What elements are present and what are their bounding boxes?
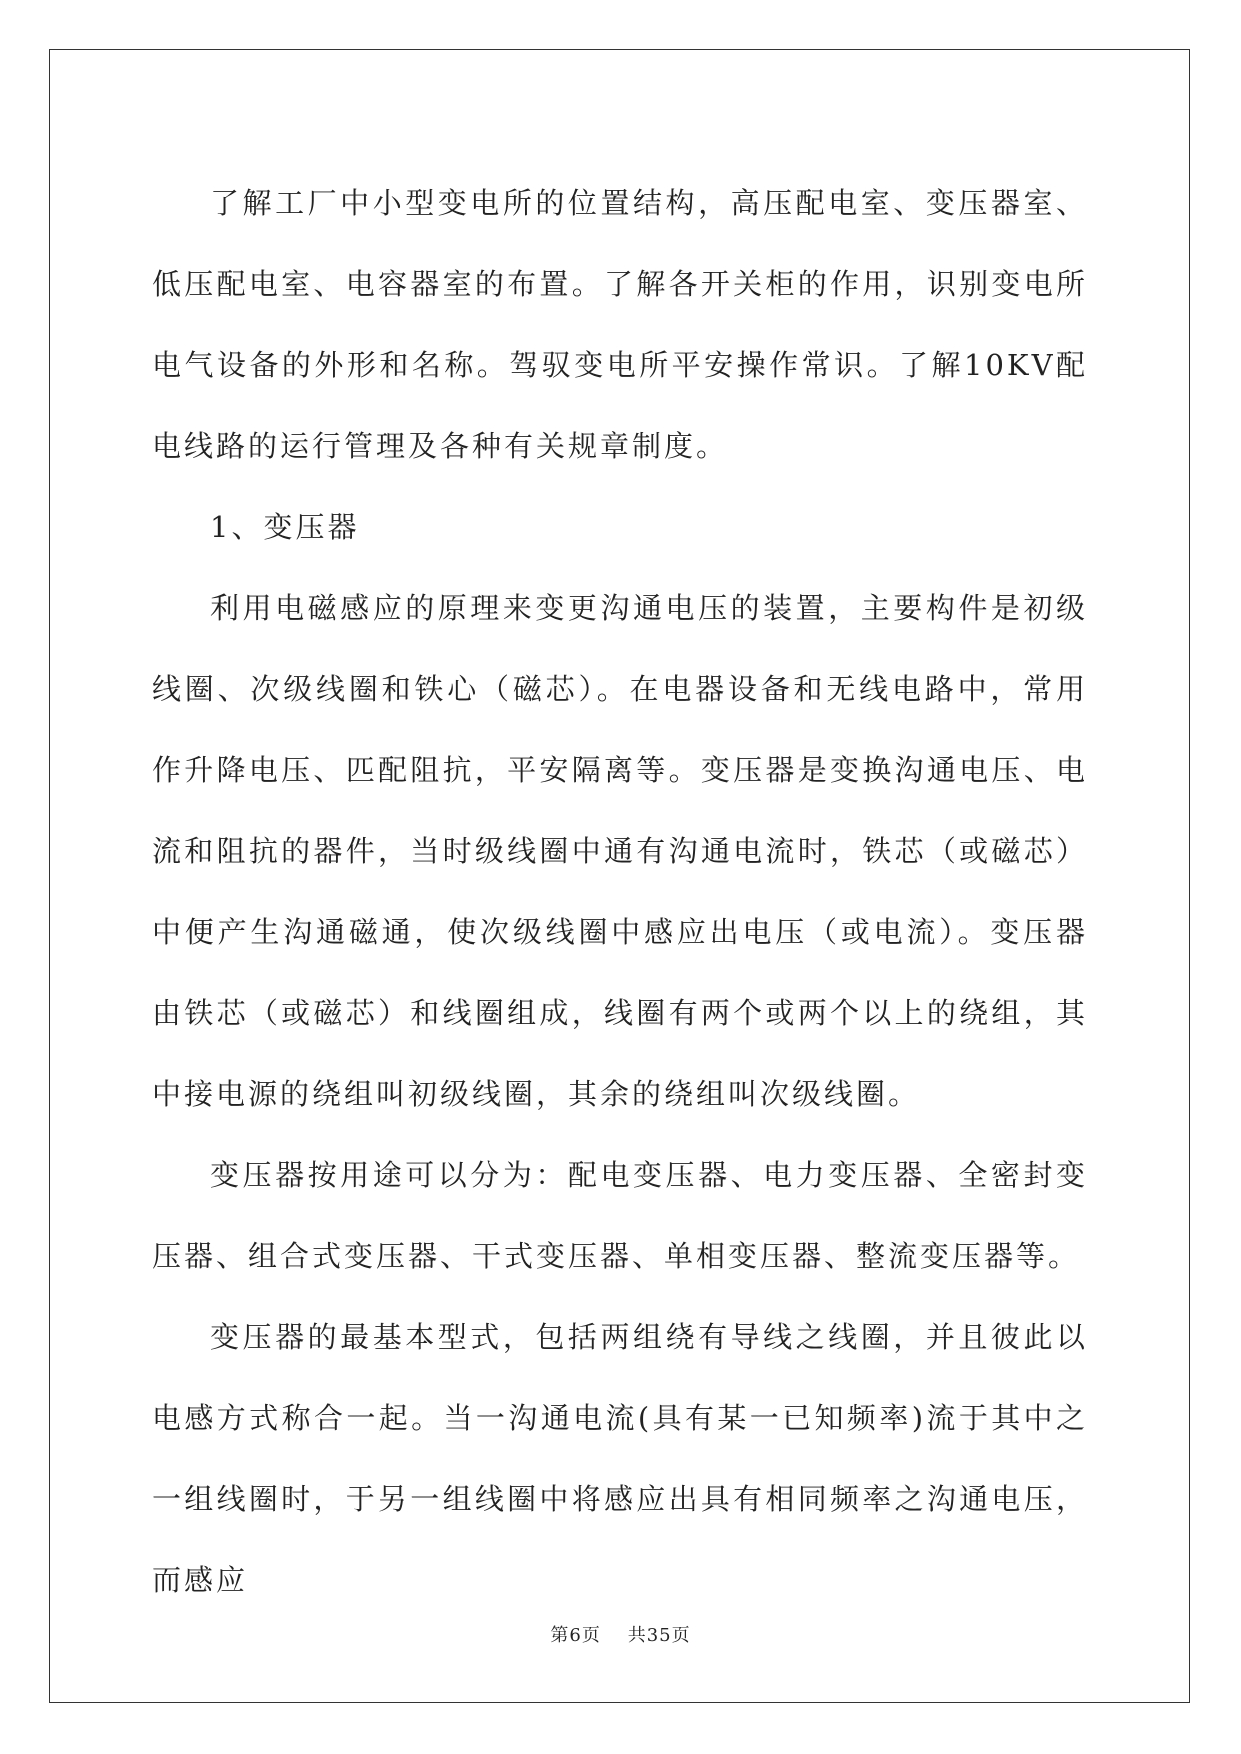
paragraph-transformer-basic-form: 变压器的最基本型式，包括两组绕有导线之线圈，并且彼此以电感方式称合一起。当一沟通电流(具有某一已知频率)流于其中之一组线圈时，于另一组线圈中将感应出具有相同频率之沟通电压，而感应 [152,1320,1088,1597]
page-total: 共35页 [627,1625,691,1646]
page-footer [0,1624,1241,1648]
document-body [152,163,1088,1621]
page-number: 第6页 [550,1625,601,1646]
paragraph-intro: 了解工厂中小型变电所的位置结构，高压配电室、变压器室、低压配电室、电容器室的布置。了解各开关柜的作用，识别变电所电气设备的外形和名称。驾驭变电所平安操作常识。了解10KV配电线路的运行管理及各种有关规章制度。 [152,186,1088,463]
section-heading-transformer: 1、变压器 [210,510,360,544]
paragraph-transformer-principle: 利用电磁感应的原理来变更沟通电压的装置，主要构件是初级线圈、次级线圈和铁心（磁芯）。在电器设备和无线电路中，常用作升降电压、匹配阻抗，平安隔离等。变压器是变换沟通电压、电流和阻抗的器件，当时级线圈中通有沟通电流时，铁芯（或磁芯）中便产生沟通磁通，使次级线圈中感应出电压（或电流）。变压器由铁芯（或磁芯）和线圈组成，线圈有两个或两个以上的绕组，其中接电源的绕组叫初级线圈，其余的绕组叫次级线圈。 [152,591,1088,1111]
paragraph-transformer-types: 变压器按用途可以分为：配电变压器、电力变压器、全密封变压器、组合式变压器、干式变压器、单相变压器、整流变压器等。 [152,1158,1088,1273]
